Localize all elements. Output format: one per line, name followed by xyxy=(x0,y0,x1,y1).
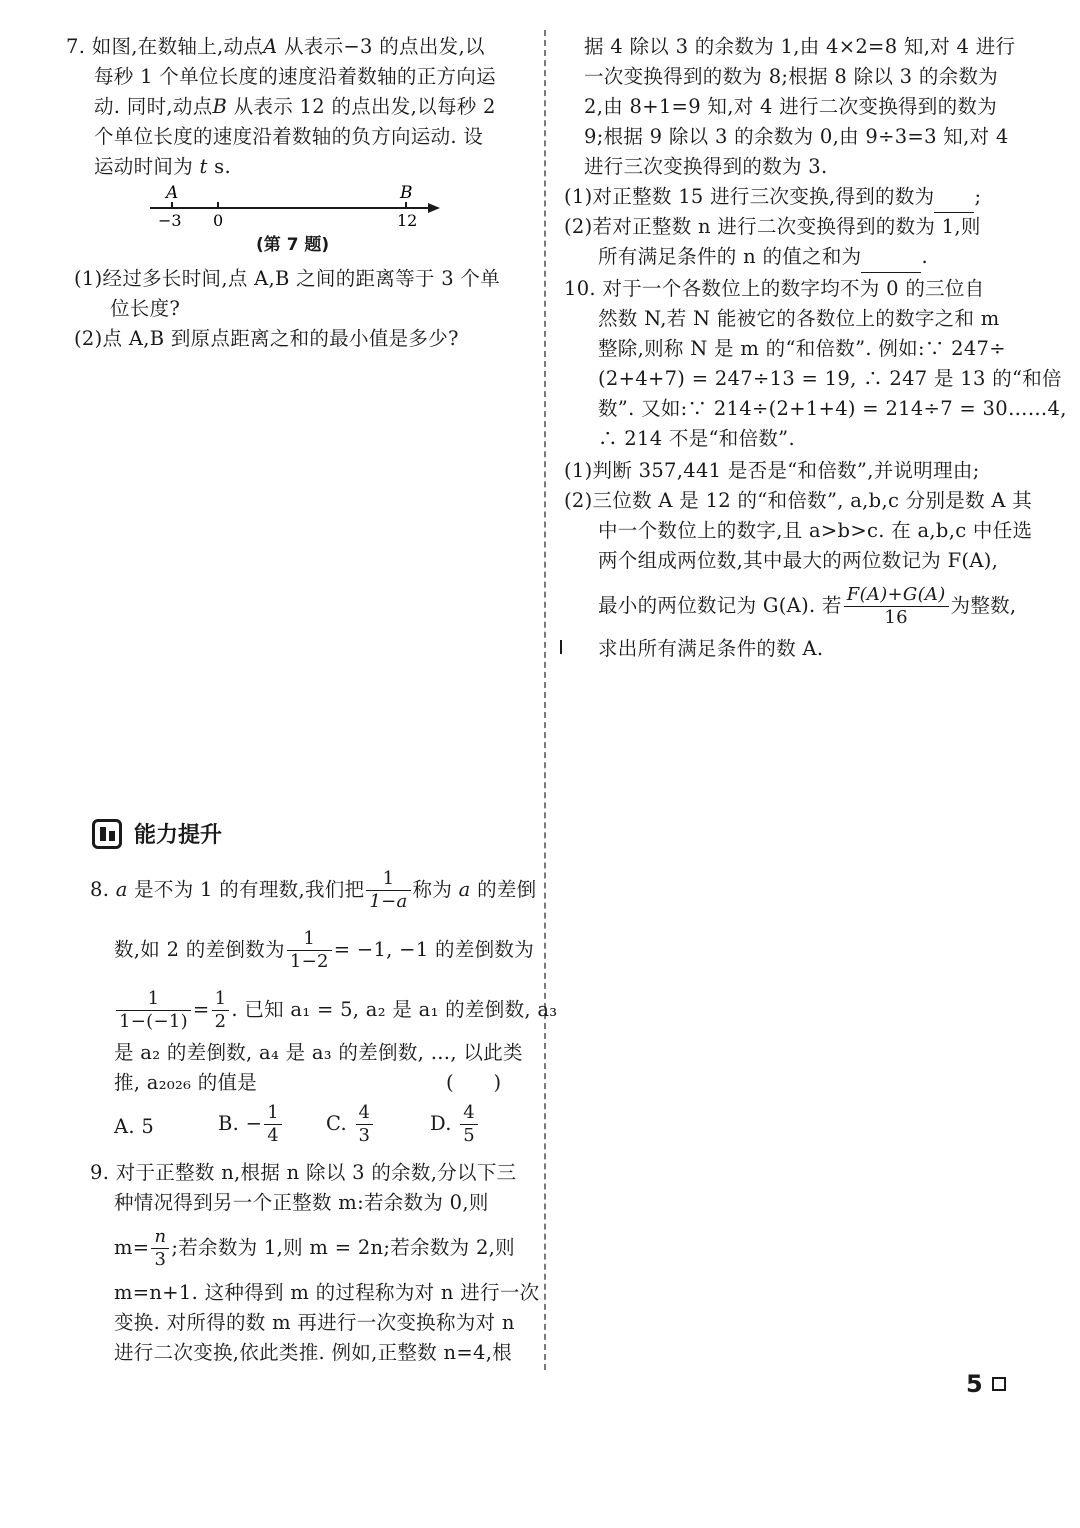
margin-mark xyxy=(560,640,562,654)
fraction-1-over-2: $\frac{1}{2}$ xyxy=(212,988,230,1033)
q9-right-line-4: 9;根据 9 除以 3 的余数为 0,由 9÷3=3 知,对 4 xyxy=(584,125,1009,148)
q10-part-2-line-4: 最小的两位数记为 G(A). 若 $\frac{F(A)+G(A)}{16}$ 为整数, xyxy=(598,584,1017,628)
fraction-n-over-3: $\frac{n}{3}$ xyxy=(151,1226,169,1271)
q9-right-line-3: 2,由 8+1=9 知,对 4 进行二次变换得到的数为 xyxy=(584,95,998,118)
q10-line-4: (2+4+7) = 247÷13 = 19, ∴ 247 是 13 的“和倍 xyxy=(598,367,1062,390)
q10-part-1: (1)判断 357,441 是否是“和倍数”,并说明理由; xyxy=(564,459,980,482)
figure-caption: (第 7 题) xyxy=(256,235,330,255)
q9-line-2: 种情况得到另一个正整数 m:若余数为 0,则 xyxy=(114,1191,489,1214)
q7-part-1-cont: 位长度? xyxy=(110,297,181,320)
q10-part-2-line-3: 两个组成两位数,其中最大的两位数记为 F(A), xyxy=(598,549,999,572)
ability-icon xyxy=(92,819,122,849)
page-icon xyxy=(992,1377,1006,1391)
answer-blank-2 xyxy=(861,242,921,273)
q9-right-line-2: 一次变换得到的数为 8;根据 8 除以 3 的余数为 xyxy=(584,65,999,88)
option-d: D. $\frac{4}{5}$ xyxy=(430,1102,480,1147)
q9-line-1: 9. 对于正整数 n,根据 n 除以 3 的余数,分以下三 xyxy=(90,1161,517,1184)
q9-line-4: m=n+1. 这种得到 m 的过程称为对 n 进行一次 xyxy=(114,1281,540,1304)
q10-line-3: 整除,则称 N 是 m 的“和倍数”. 例如:∵ 247÷ xyxy=(598,337,1006,360)
column-divider xyxy=(544,30,546,1370)
label-A: A xyxy=(166,183,179,203)
q10-line-5: 数”. 又如:∵ 214÷(2+1+4) = 214÷7 = 30……4, xyxy=(598,397,1067,420)
q10-line-2: 然数 N,若 N 能被它的各数位上的数字之和 m xyxy=(598,307,1000,330)
q7-line-4: 个单位长度的速度沿着数轴的负方向运动. 设 xyxy=(94,125,484,148)
q7-line-1: 7. 如图,在数轴上,动点A 从表示−3 的点出发,以 xyxy=(66,35,485,58)
q8-line-2: 数,如 2 的差倒数为 $\frac{1}{1-2}$ = −1, −1 的差倒数为 xyxy=(114,928,535,972)
q10-part-2-line-2: 中一个数位上的数字,且 a>b>c. 在 a,b,c 中任选 xyxy=(598,519,1033,542)
q9-line-6: 进行二次变换,依此类推. 例如,正整数 n=4,根 xyxy=(114,1341,512,1364)
page-number: 5 xyxy=(966,1370,983,1398)
q8-line-5: 推, a₂₀₂₆ 的值是 xyxy=(114,1071,258,1094)
q10-part-2: (2)三位数 A 是 12 的“和倍数”, a,b,c 分别是数 A 其 xyxy=(564,489,1033,512)
q7-line-3: 动. 同时,动点B 从表示 12 的点出发,以每秒 2 xyxy=(94,95,496,118)
tick-label-12: 12 xyxy=(397,211,418,230)
fraction-1-over-1-minus-a: $\frac{1}{1-a}$ xyxy=(366,868,410,913)
answer-paren: ( ) xyxy=(446,1071,502,1094)
q10-line-1: 10. 对于一个各数位上的数字均不为 0 的三位自 xyxy=(564,277,985,300)
q9-right-line-5: 进行三次变换得到的数为 3. xyxy=(584,155,828,178)
q7-part-2: (2)点 A,B 到原点距离之和的最小值是多少? xyxy=(74,327,459,350)
section-header xyxy=(92,818,222,849)
tick-label-neg3: −3 xyxy=(158,211,182,230)
option-a: A. 5 xyxy=(114,1115,155,1138)
q9-line-3: m= $\frac{n}{3}$ ;若余数为 1,则 m = 2n;若余数为 2,则 xyxy=(114,1226,515,1270)
q10-line-6: ∴ 214 不是“和倍数”. xyxy=(598,427,795,450)
option-b: B. − $\frac{1}{4}$ xyxy=(218,1102,284,1147)
q8-line-4: 是 a₂ 的差倒数, a₄ 是 a₃ 的差倒数, …, 以此类 xyxy=(114,1041,523,1064)
q9-line-5: 变换. 对所得的数 m 再进行一次变换称为对 n xyxy=(114,1311,515,1334)
answer-blank-1 xyxy=(934,182,974,213)
q9-right-line-1: 据 4 除以 3 的余数为 1,由 4×2=8 知,对 4 进行 xyxy=(584,35,1016,58)
axis-arrow xyxy=(428,203,440,213)
section-title: 能力提升 xyxy=(134,823,223,848)
fraction-f-plus-g-over-16: $\frac{F(A)+G(A)}{16}$ xyxy=(844,584,949,629)
q9-part-1: (1)对正整数 15 进行三次变换,得到的数为 ; xyxy=(564,182,981,213)
tick-label-0: 0 xyxy=(213,211,224,230)
q7-line-5: 运动时间为 t s. xyxy=(94,155,231,178)
q9-part-2: (2)若对正整数 n 进行二次变换得到的数为 1,则 xyxy=(564,215,981,238)
q8-line-3: $\frac{1}{1-(-1)}$ = $\frac{1}{2}$ . 已知 a₁ = 5, a₂ 是 a₁ 的差倒数, a₃ xyxy=(114,988,557,1033)
q9-part-2-cont: 所有满足条件的 n 的值之和为 . xyxy=(598,242,928,273)
q8-line-1: 8. a 是不为 1 的有理数,我们把 $\frac{1}{1-a}$ 称为 a 的差倒 xyxy=(90,868,537,912)
q10-part-2-line-5: 求出所有满足条件的数 A. xyxy=(598,637,824,660)
option-c: C. $\frac{4}{3}$ xyxy=(326,1102,375,1147)
q7-line-2: 每秒 1 个单位长度的速度沿着数轴的正方向运 xyxy=(94,65,496,88)
q7-part-1: (1)经过多长时间,点 A,B 之间的距离等于 3 个单 xyxy=(74,267,501,290)
fraction-1-over-1-minus-2: $\frac{1}{1-2}$ xyxy=(287,928,332,973)
label-B: B xyxy=(400,183,413,203)
fraction-1-over-1-minus-neg1: $\frac{1}{1-(-1)}$ xyxy=(116,988,191,1033)
